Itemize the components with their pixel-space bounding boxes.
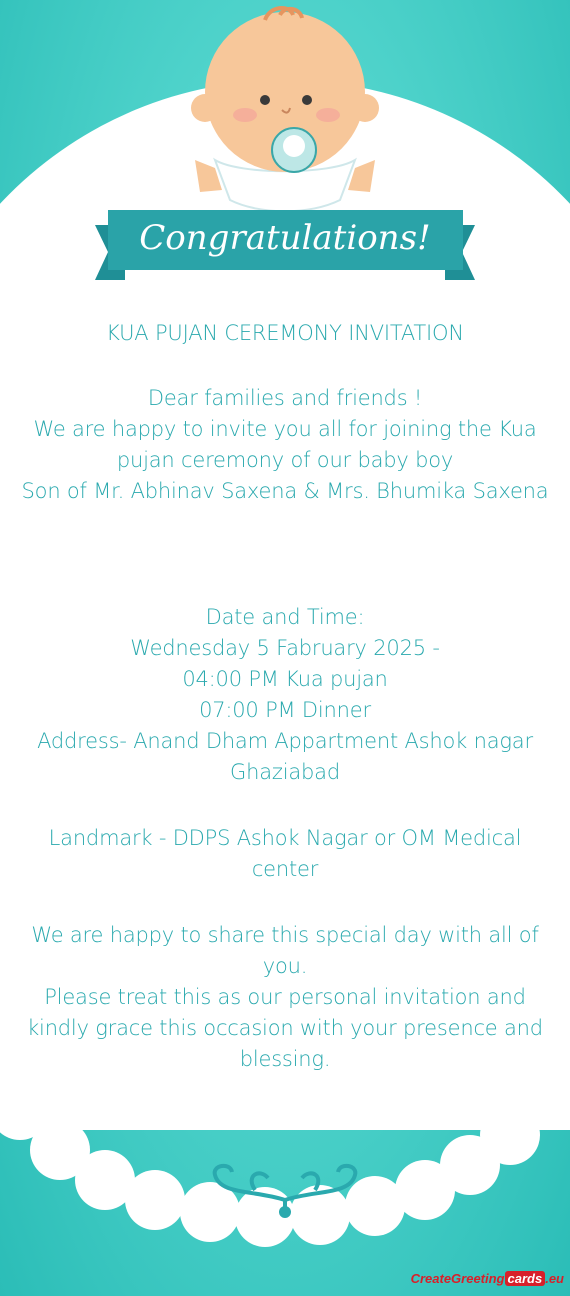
site-logo[interactable] <box>411 1271 564 1286</box>
banner-title: Congratulations! <box>139 218 431 258</box>
invitation-text <box>20 318 550 1075</box>
closing-line: Please treat this as our personal invitation and <box>44 985 526 1009</box>
landmark-line: center <box>251 857 319 881</box>
date-label: Date and Time: <box>205 605 365 629</box>
logo-part: cards <box>505 1271 546 1286</box>
intro-line: pujan ceremony of our baby boy <box>116 448 454 472</box>
intro-line: We are happy to invite you all for joining the Kua <box>33 417 537 441</box>
logo-part: CreateGreeting <box>410 1271 505 1286</box>
logo-part: .eu <box>545 1271 564 1286</box>
ornament-drop <box>279 1206 291 1218</box>
closing-line: blessing. <box>239 1047 331 1071</box>
greeting: Dear families and friends ! <box>147 386 423 410</box>
landmark-line: Landmark - DDPS Ashok Nagar or OM Medical <box>48 826 522 850</box>
closing-line: kindly grace this occasion with your presence and <box>27 1016 543 1040</box>
date-value: Wednesday 5 Fabruary 2025 - <box>130 636 440 660</box>
parents-line: Son of Mr. Abhinav Saxena & Mrs. Bhumika Saxena <box>21 479 549 503</box>
address-line: Address- Anand Dham Appartment Ashok nagar <box>37 729 533 753</box>
invitation-heading: KUA PUJAN CEREMONY INVITATION <box>106 321 464 345</box>
time-line: 07:00 PM Dinner <box>199 698 371 722</box>
address-line: Ghaziabad <box>230 760 340 784</box>
time-line: 04:00 PM Kua pujan <box>182 667 388 691</box>
closing-line: you. <box>262 954 308 978</box>
closing-line: We are happy to share this special day with all of <box>31 923 539 947</box>
